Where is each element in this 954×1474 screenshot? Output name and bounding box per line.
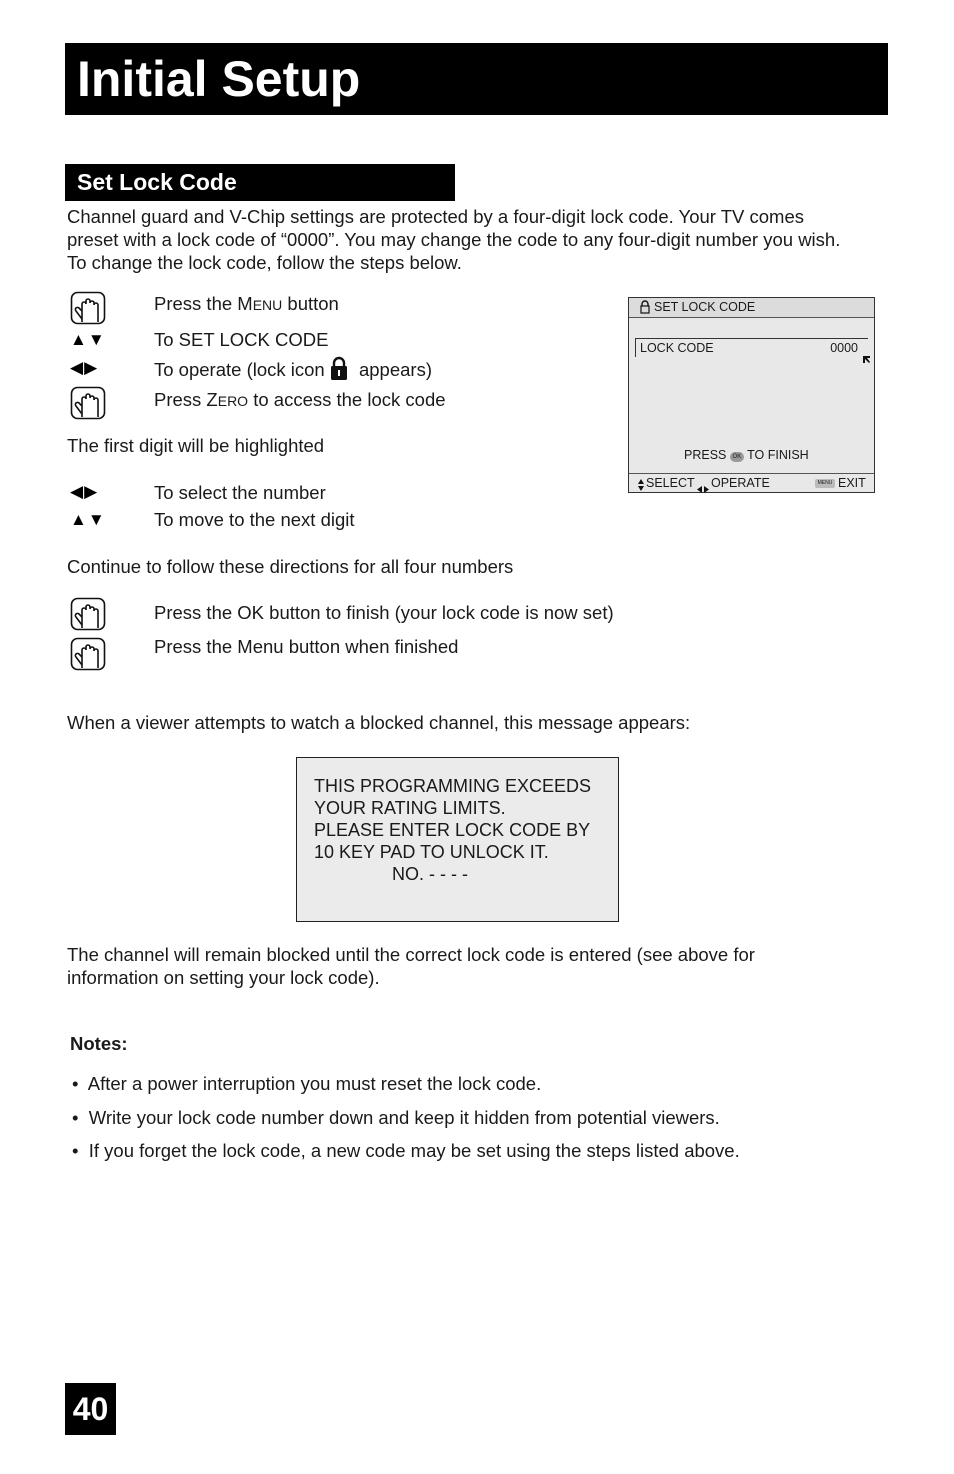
step-text-smallcaps: ENU — [252, 297, 283, 313]
explanation-line: The channel will remain blocked until the correct lock code is entered (see above for — [67, 944, 755, 965]
step-ok-finish: Press the OK button to finish (your lock code is now set) — [154, 602, 614, 623]
left-right-arrow-icon: ◀▶ — [70, 358, 99, 377]
step-menu-finished: Press the Menu button when finished — [154, 636, 459, 657]
osd-field-label: LOCK CODE — [640, 341, 714, 355]
step-press-zero — [154, 388, 446, 413]
blocked-explanation — [67, 943, 897, 989]
step-text: button — [282, 293, 339, 314]
osd-lock-code-row — [635, 338, 868, 357]
menu-button-icon: MENU — [815, 479, 835, 488]
osd-field-value: 0000 — [830, 341, 858, 355]
note-text: If you forget the lock code, a new code may be set using the steps listed above. — [88, 1140, 740, 1161]
note-item: • Write your lock code number down and keep it hidden from potential viewers. — [72, 1107, 720, 1128]
notes-heading: Notes: — [70, 1033, 128, 1054]
lock-icon — [639, 300, 651, 320]
intro-line: To change the lock code, follow the steps below. — [67, 252, 462, 273]
osd-press-finish — [684, 447, 809, 463]
up-down-arrow-icon: ▲▼ — [70, 330, 106, 349]
hand-press-icon — [70, 597, 106, 636]
osd-header — [629, 298, 874, 318]
page-header — [65, 43, 888, 115]
note-item: • If you forget the lock code, a new code may be set using the steps listed above. — [72, 1140, 740, 1161]
continue-note: Continue to follow these directions for all four numbers — [67, 556, 514, 577]
page-title: Initial Setup — [77, 51, 361, 107]
intro-line: preset with a lock code of “0000”. You may change the code to any four-digit number you wish. — [67, 229, 841, 250]
step-select-number: To select the number — [154, 482, 326, 503]
intro-paragraph — [67, 205, 897, 274]
osd-screen — [628, 297, 875, 493]
first-digit-note: The first digit will be highlighted — [67, 435, 325, 456]
step-text: appears) — [358, 359, 432, 380]
cursor-arrow-icon — [862, 351, 871, 369]
hand-press-icon — [70, 637, 106, 676]
step-press-menu — [154, 292, 339, 317]
blocked-message-box — [296, 757, 619, 922]
message-code-entry: NO. - - - - — [392, 864, 468, 884]
hand-press-icon — [70, 291, 106, 330]
note-text: After a power interruption you must reset the lock code. — [87, 1073, 542, 1094]
explanation-line: information on setting your lock code). — [67, 967, 380, 988]
step-set-lock-code: To SET LOCK CODE — [154, 329, 329, 350]
note-text: Write your lock code number down and keep it hidden from potential viewers. — [88, 1107, 720, 1128]
step-text: Press the M — [154, 293, 253, 314]
section-title: Set Lock Code — [77, 169, 237, 195]
blocked-intro: When a viewer attempts to watch a blocked channel, this message appears: — [67, 712, 691, 733]
hand-press-icon — [70, 386, 106, 425]
ok-button-icon: OK — [730, 452, 744, 462]
intro-line: Channel guard and V-Chip settings are protected by a four-digit lock code. Your TV comes — [67, 206, 805, 227]
osd-finish-text: TO FINISH — [747, 448, 809, 462]
osd-operate-label: OPERATE — [711, 476, 770, 490]
osd-press-text: PRESS — [684, 448, 727, 462]
step-text: Press Z — [154, 389, 218, 410]
up-down-arrow-icon — [638, 478, 644, 497]
up-down-arrow-icon: ▲▼ — [70, 510, 106, 529]
step-text: To operate (lock icon — [154, 359, 325, 380]
section-header — [65, 164, 455, 201]
message-line: THIS PROGRAMMING EXCEEDS — [314, 776, 592, 796]
osd-footer — [629, 473, 874, 493]
left-right-arrow-icon: ◀▶ — [70, 482, 99, 501]
left-right-arrow-icon — [697, 480, 709, 499]
step-text-smallcaps: ERO — [217, 393, 249, 409]
step-text: to access the lock code — [248, 389, 446, 410]
step-next-digit: To move to the next digit — [154, 509, 355, 530]
message-line: 10 KEY PAD TO UNLOCK IT. — [314, 842, 549, 862]
message-line: PLEASE ENTER LOCK CODE BY — [314, 820, 591, 840]
osd-select-label: SELECT — [646, 476, 695, 490]
message-line: YOUR RATING LIMITS. — [314, 798, 506, 818]
note-item: • After a power interruption you must reset the lock code. — [72, 1073, 542, 1094]
osd-exit-label: EXIT — [838, 476, 866, 490]
page-number: 40 — [65, 1383, 116, 1435]
osd-title: SET LOCK CODE — [654, 300, 756, 314]
lock-icon — [330, 356, 354, 386]
step-operate — [154, 356, 432, 386]
